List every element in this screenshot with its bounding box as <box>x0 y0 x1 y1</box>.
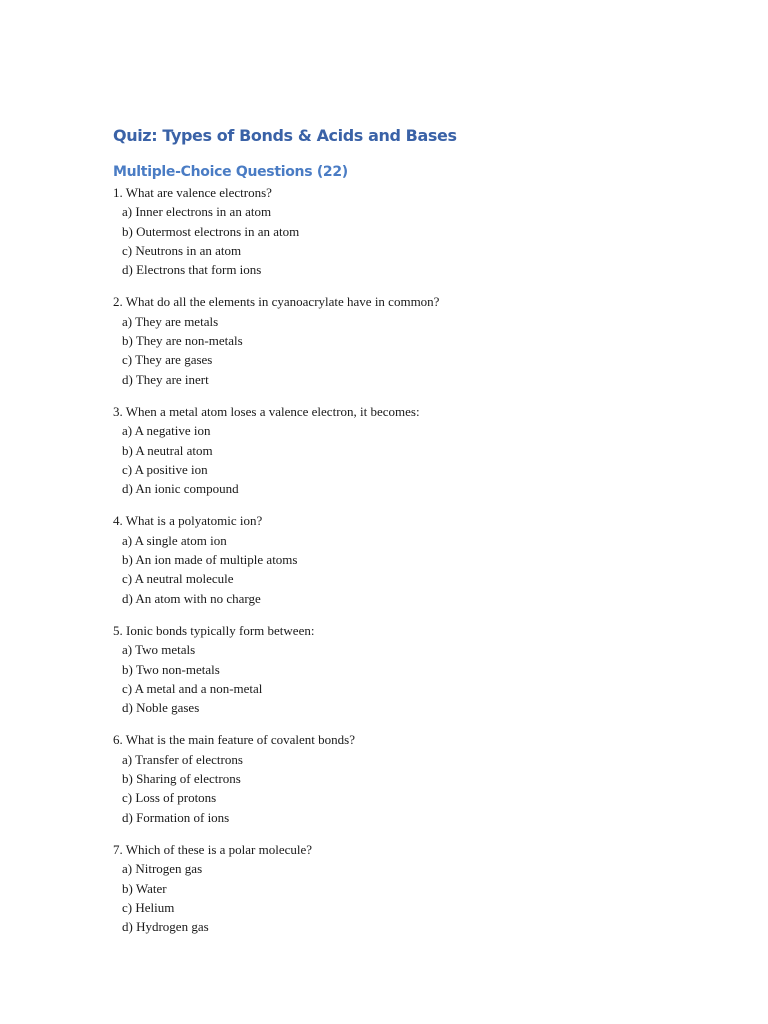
answer-option: a) Two metals <box>122 642 196 658</box>
answer-option: d) An atom with no charge <box>122 590 261 606</box>
document-content <box>113 124 673 949</box>
section-heading: Multiple-Choice Questions (22) <box>113 164 348 180</box>
answer-option: c) A neutral molecule <box>122 571 234 587</box>
question-list <box>113 183 673 936</box>
answer-option: c) Helium <box>122 899 175 915</box>
answer-option: d) Hydrogen gas <box>122 919 209 935</box>
question-4 <box>113 511 673 607</box>
question-text: 7. Which of these is a polar molecule? <box>113 841 313 857</box>
answer-option: c) They are gases <box>122 352 213 368</box>
answer-option: d) An ionic compound <box>122 481 239 497</box>
answer-option: b) A neutral atom <box>122 442 213 458</box>
question-3 <box>113 402 673 498</box>
answer-option: b) Water <box>122 880 167 896</box>
answer-option: b) Two non-metals <box>122 661 220 677</box>
answer-option: b) An ion made of multiple atoms <box>122 552 298 568</box>
answer-option: b) Sharing of electrons <box>122 771 241 787</box>
answer-option: c) Loss of protons <box>122 790 217 806</box>
question-2 <box>113 292 673 388</box>
answer-option: a) They are metals <box>122 313 219 329</box>
question-1 <box>113 183 673 279</box>
question-6 <box>113 730 673 826</box>
answer-option: c) A metal and a non-metal <box>122 680 263 696</box>
answer-option: c) A positive ion <box>122 461 208 477</box>
answer-option: a) Nitrogen gas <box>122 861 203 877</box>
question-text: 2. What do all the elements in cyanoacrylate have in common? <box>113 294 440 310</box>
answer-option: c) Neutrons in an atom <box>122 242 242 258</box>
question-text: 1. What are valence electrons? <box>113 185 272 200</box>
answer-option: a) Inner electrons in an atom <box>122 204 272 220</box>
answer-option: d) Formation of ions <box>122 809 230 825</box>
question-7 <box>113 840 673 936</box>
answer-option: b) They are non-metals <box>122 333 243 349</box>
answer-option: d) Electrons that form ions <box>122 262 262 278</box>
question-text: 6. What is the main feature of covalent bonds? <box>113 732 355 748</box>
question-5 <box>113 621 673 717</box>
answer-option: a) Transfer of electrons <box>122 751 243 767</box>
answer-option: a) A single atom ion <box>122 532 227 548</box>
answer-option: b) Outermost electrons in an atom <box>122 223 300 239</box>
question-text: 4. What is a polyatomic ion? <box>113 513 263 529</box>
question-text: 5. Ionic bonds typically form between: <box>113 622 315 638</box>
quiz-title: Quiz: Types of Bonds & Acids and Bases <box>113 126 457 145</box>
answer-option: d) They are inert <box>122 371 209 387</box>
question-text: 3. When a metal atom loses a valence electron, it becomes: <box>113 403 420 419</box>
answer-option: a) A negative ion <box>122 423 211 439</box>
answer-option: d) Noble gases <box>122 700 200 716</box>
